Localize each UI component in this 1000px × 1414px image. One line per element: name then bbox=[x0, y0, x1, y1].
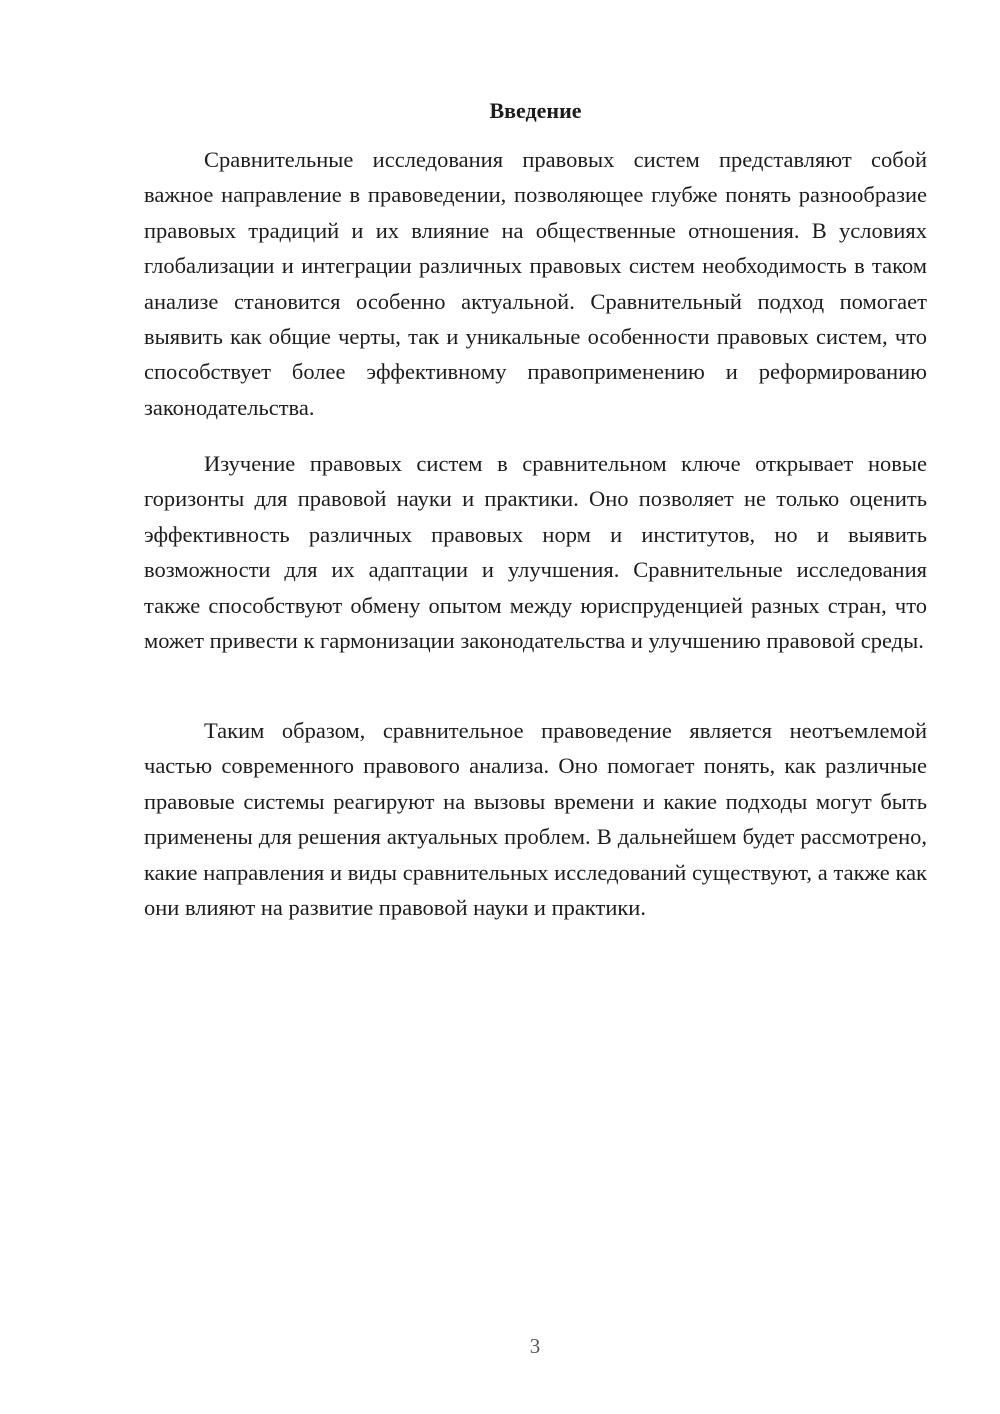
paragraph-1: Сравнительные исследования правовых систем представляют собой важное направление в правоведении, позволяющее глубже понять разнообразие правовых традиций и их влияние на общественные отношения. В условиях глобализации и интеграции различных правовых систем необходимость в таком анализе становится особенно актуальной. Сравнительный подход помогает выявить как общие черты, так и уникальные особенности правовых систем, что способствует более эффективному правоприменению и реформированию законодательства. bbox=[144, 147, 927, 420]
paragraph-3: Таким образом, сравнительное правоведение является неотъемлемой частью современного правового анализа. Оно помогает понять, как различные правовые системы реагируют на вызовы времени и какие подходы могут быть применены для решения актуальных проблем. В дальнейшем будет рассмотрено, какие направления и виды сравнительных исследований существуют, а также как они влияют на развитие правовой науки и практики. bbox=[144, 718, 927, 921]
section-heading: Введение bbox=[489, 98, 582, 123]
page-number: 3 bbox=[529, 1334, 541, 1358]
paragraph-2: Изучение правовых систем в сравнительном ключе открывает новые горизонты для правовой науки и практики. Оно позволяет не только оценить эффективность различных правовых норм и институтов, но и выявить возможности для их адаптации и улучшения. Сравнительные исследования также способствуют обмену опытом между юриспруденцией разных стран, что может привести к гармонизации законодательства и улучшению правовой среды. bbox=[144, 451, 927, 654]
